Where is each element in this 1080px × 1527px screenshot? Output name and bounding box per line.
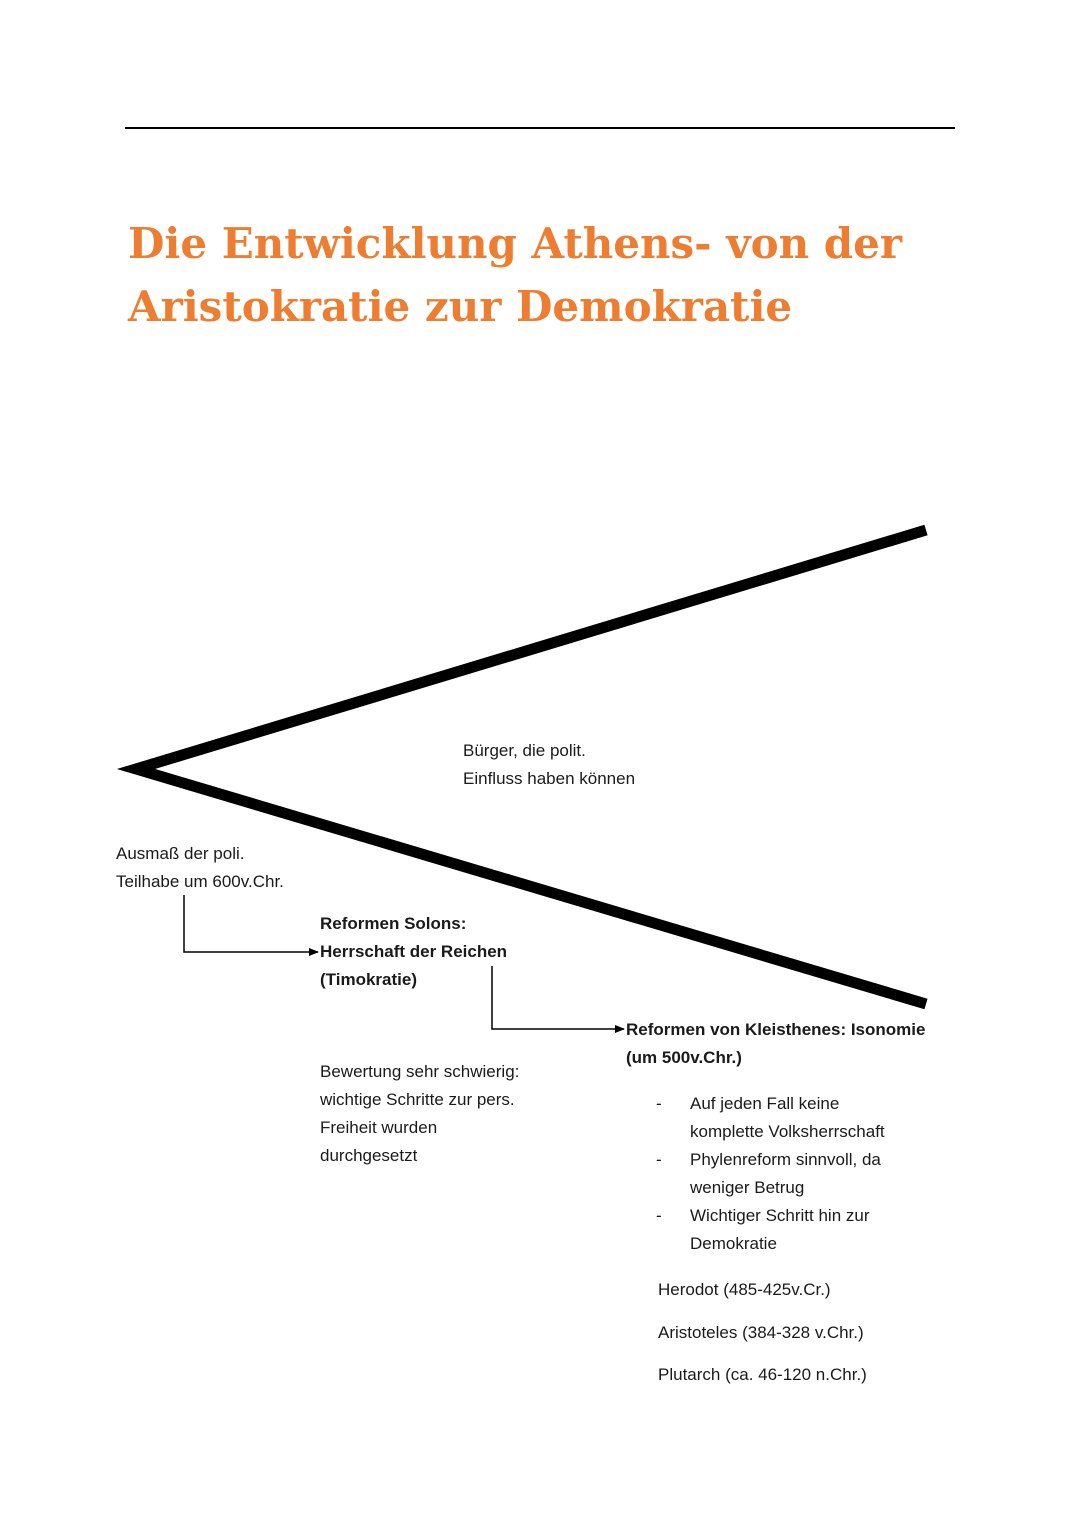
solon-line-2: Herrschaft der Reichen	[320, 942, 508, 961]
solon-heading: Reformen Solons:	[320, 914, 467, 933]
axis-label	[116, 840, 284, 896]
solon-line-3: (Timokratie)	[320, 970, 417, 989]
upper-label	[463, 737, 635, 793]
evaluation-line-1: Bewertung sehr schwierig:	[320, 1062, 520, 1081]
dash-bullet: -	[656, 1150, 662, 1169]
evaluation-line-2: wichtige Schritte zur pers.	[320, 1090, 515, 1109]
evaluation-line-3: Freiheit wurden	[320, 1118, 438, 1137]
source-aristoteles: Aristoteles (384-328 v.Chr.)	[658, 1323, 864, 1342]
title-line-2: Aristokratie zur Demokratie	[128, 282, 793, 331]
list-item-line: Auf jeden Fall keine	[690, 1094, 840, 1113]
source-plutarch: Plutarch (ca. 46-120 n.Chr.)	[658, 1365, 867, 1384]
kleisthenes-heading: Reformen von Kleisthenes: Isonomie	[626, 1020, 926, 1039]
upper-label-line-2: Einfluss haben können	[463, 769, 636, 788]
kleisthenes-date: (um 500v.Chr.)	[626, 1048, 742, 1067]
dash-bullet: -	[656, 1206, 662, 1225]
list-item	[656, 1090, 885, 1146]
list-item-line: weniger Betrug	[690, 1178, 805, 1197]
list-item	[656, 1146, 885, 1202]
evaluation-note	[320, 1058, 519, 1170]
upper-label-line-1: Bürger, die polit.	[463, 741, 586, 760]
dash-bullet: -	[656, 1094, 662, 1113]
list-item-line: Wichtiger Schritt hin zur	[690, 1206, 870, 1225]
list-item-line: komplette Volksherrschaft	[690, 1122, 885, 1141]
evaluation-line-4: durchgesetzt	[320, 1146, 418, 1165]
list-item-line: Demokratie	[690, 1234, 777, 1253]
kleisthenes-points	[656, 1090, 885, 1258]
kleisthenes-reforms	[626, 1016, 925, 1072]
list-item	[656, 1202, 885, 1258]
list-item-line: Phylenreform sinnvoll, da	[690, 1150, 881, 1169]
axis-label-line-2: Teilhabe um 600v.Chr.	[116, 872, 284, 891]
arrow-to-kleisthenes	[492, 966, 624, 1029]
source-herodot: Herodot (485-425v.Cr.)	[658, 1280, 831, 1299]
axis-label-line-1: Ausmaß der poli.	[116, 844, 245, 863]
title-line-1: Die Entwicklung Athens- von der	[128, 219, 903, 268]
arrow-to-solon	[184, 895, 318, 952]
solon-reforms	[320, 910, 507, 994]
